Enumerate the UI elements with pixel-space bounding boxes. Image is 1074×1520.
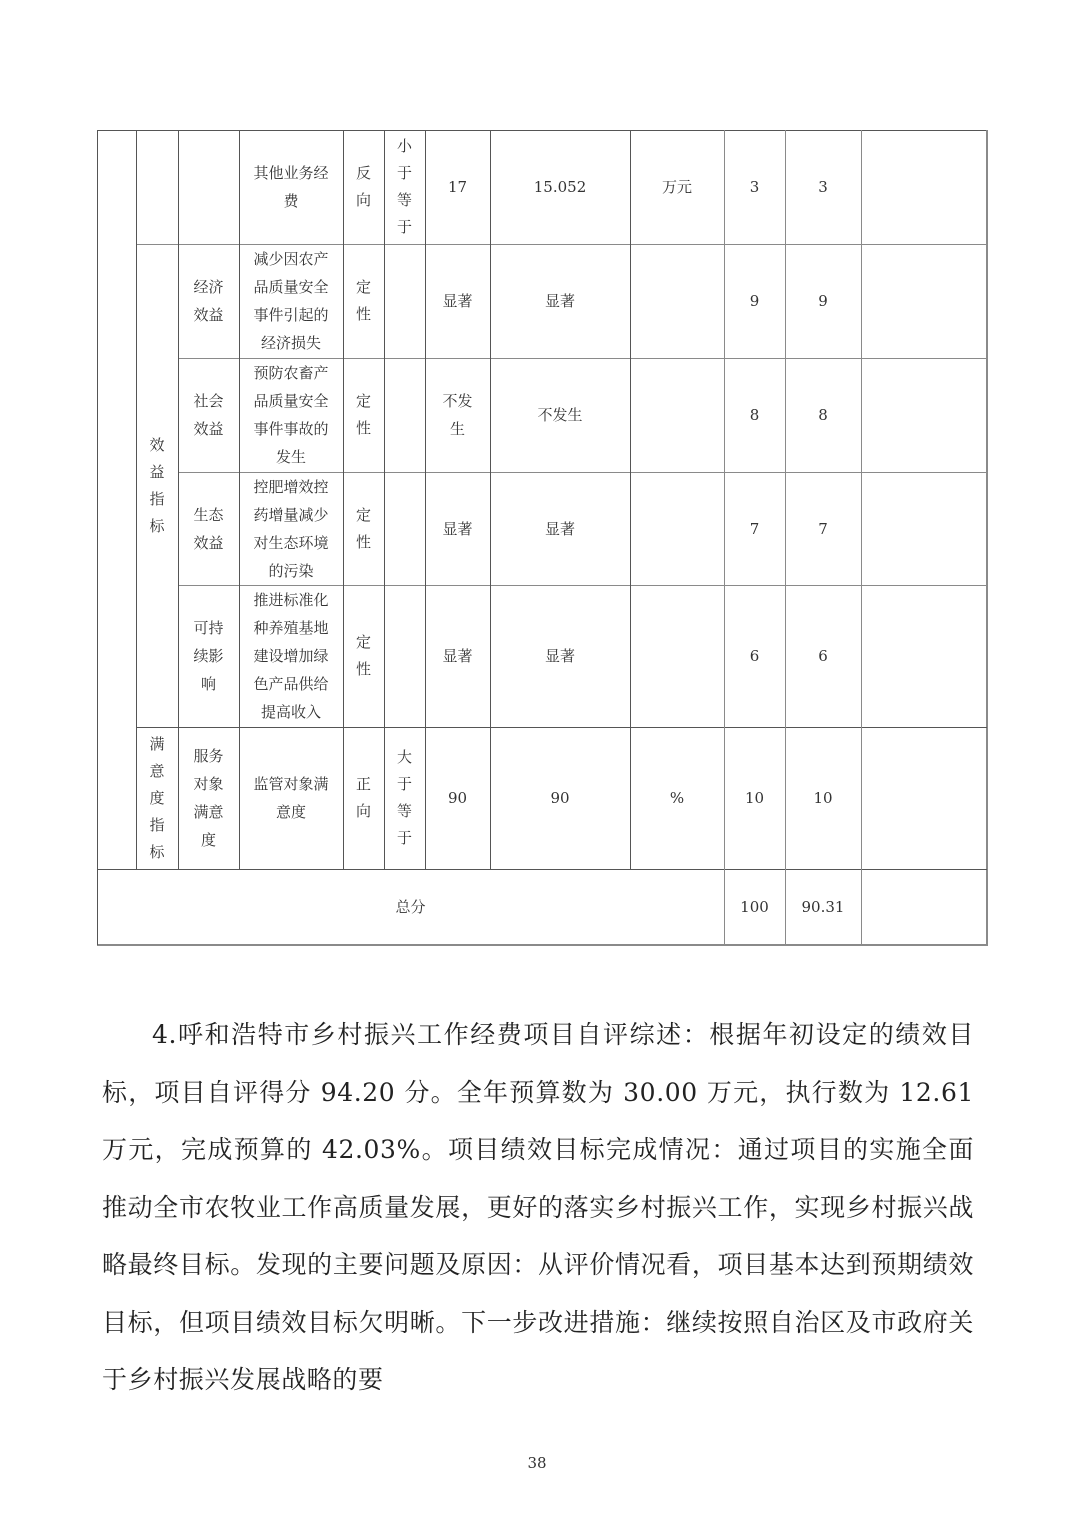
indicator-text: 控肥增效控药增量减少对生态环境的污染 <box>253 477 329 580</box>
total-weight: 100 <box>740 897 769 916</box>
cell-nature <box>343 727 384 869</box>
sub-text: 服务对象满意度 <box>193 747 224 849</box>
cell-target: 显著 <box>442 647 473 665</box>
nature-text: 定性 <box>355 633 371 678</box>
cell-weight: 8 <box>749 406 760 424</box>
row-divider <box>97 869 987 870</box>
col-divider <box>239 130 240 869</box>
cell-weight: 3 <box>749 178 760 196</box>
cell-indicator <box>239 130 343 244</box>
cell-unit: % <box>669 789 685 807</box>
total-label: 总分 <box>395 897 426 916</box>
cell-score: 10 <box>813 789 833 807</box>
cell-actual: 显著 <box>544 647 575 665</box>
cell-indicator <box>239 244 343 358</box>
cell-sub <box>178 358 239 472</box>
cell-op <box>384 727 425 869</box>
cell-sub <box>178 244 239 358</box>
col-divider <box>178 130 179 869</box>
row-divider <box>178 472 987 473</box>
group-benefit-label: 效益指标 <box>149 435 165 535</box>
target-text: 不发生 <box>442 392 473 438</box>
col-divider <box>630 130 631 869</box>
cell-sub <box>178 472 239 585</box>
border-left <box>97 130 98 945</box>
sub-text: 经济效益 <box>193 278 224 324</box>
cell-weight: 10 <box>744 789 765 807</box>
col-divider <box>384 130 385 869</box>
indicator-text: 预防农畜产品质量安全事件事故的发生 <box>253 364 329 466</box>
nature-text: 反向 <box>355 164 371 209</box>
sub-text: 社会效益 <box>193 392 224 438</box>
cell-target: 显著 <box>442 519 473 538</box>
col-divider <box>343 130 344 869</box>
sub-text: 可持续影响 <box>193 619 224 693</box>
group-satisfaction <box>136 727 178 869</box>
cell-indicator <box>239 358 343 472</box>
group-benefit <box>136 244 178 727</box>
nature-text: 定性 <box>355 278 371 323</box>
col-divider <box>724 130 725 945</box>
cell-sub <box>178 585 239 727</box>
nature-text: 正向 <box>355 775 371 820</box>
cell-actual: 15.052 <box>533 178 587 196</box>
cell-target <box>425 358 490 472</box>
cell-actual: 90 <box>550 789 570 807</box>
cell-score: 9 <box>818 292 828 310</box>
cell-score: 7 <box>818 519 828 538</box>
cell-unit: 万元 <box>661 178 692 196</box>
cell-actual: 显著 <box>544 292 575 310</box>
cell-score: 3 <box>818 178 828 196</box>
cell-weight: 7 <box>749 519 760 538</box>
indicator-text: 推进标准化种养殖基地建设增加绿色产品供给提高收入 <box>253 591 329 721</box>
indicator-text: 减少因农产品质量安全事件引起的经济损失 <box>253 250 329 352</box>
cell-nature <box>343 130 384 244</box>
row-divider <box>178 585 987 586</box>
cell-nature <box>343 244 384 358</box>
col-divider <box>861 130 862 945</box>
cell-target: 17 <box>447 178 468 196</box>
col-divider <box>785 130 786 945</box>
col-divider <box>136 130 137 869</box>
cell-weight: 6 <box>749 647 760 665</box>
row-divider <box>178 358 987 359</box>
cell-score: 8 <box>818 406 828 424</box>
indicator-text: 其他业务经费 <box>253 164 329 210</box>
row-divider <box>136 727 987 728</box>
row-divider <box>136 244 987 245</box>
page-number: 38 <box>527 1454 547 1472</box>
border-bottom <box>97 944 988 946</box>
cell-nature <box>343 472 384 585</box>
cell-nature <box>343 358 384 472</box>
cell-weight: 9 <box>749 292 760 310</box>
col-divider <box>425 130 426 869</box>
cell-actual: 不发生 <box>537 406 583 424</box>
cell-indicator <box>239 472 343 585</box>
group-satisfaction-label: 满意度指标 <box>149 734 165 861</box>
cell-nature <box>343 585 384 727</box>
op-text: 小于等于 <box>396 137 412 236</box>
op-text: 大于等于 <box>396 748 412 847</box>
performance-table <box>97 130 988 945</box>
cell-target: 显著 <box>442 292 473 310</box>
border-top <box>97 130 987 131</box>
total-score: 90.31 <box>801 897 845 916</box>
indicator-text: 监管对象满意度 <box>253 775 329 821</box>
cell-score: 6 <box>818 647 828 665</box>
cell-actual: 显著 <box>544 519 575 538</box>
nature-text: 定性 <box>355 392 371 437</box>
cell-sub <box>178 727 239 869</box>
nature-text: 定性 <box>355 505 371 551</box>
summary-paragraph: 4.呼和浩特市乡村振兴工作经费项目自评综述：根据年初设定的绩效目标，项目自评得分 94.20 分。全年预算数为 30.00 万元，执行数为 12.61 万元，完成预算的 42.03%。项目绩效目标完成情况：通过项目的实施全面推动全市农牧业工作高质量发展，更好的落实乡村振兴工作，实现乡村振兴战略最终目标。发现的主要问题及原因：从评价情况看，项目基本达到预期绩效目标，但项目绩效目标欠明晰。下一步改进措施：继续按照自治区及市政府关于乡村振兴发展战略的要 <box>102 1020 974 1394</box>
cell-indicator <box>239 585 343 727</box>
cell-indicator <box>239 727 343 869</box>
border-right <box>986 130 988 945</box>
col-divider <box>490 130 491 869</box>
cell-op <box>384 130 425 244</box>
cell-target: 90 <box>447 789 468 807</box>
sub-text: 生态效益 <box>193 505 224 552</box>
